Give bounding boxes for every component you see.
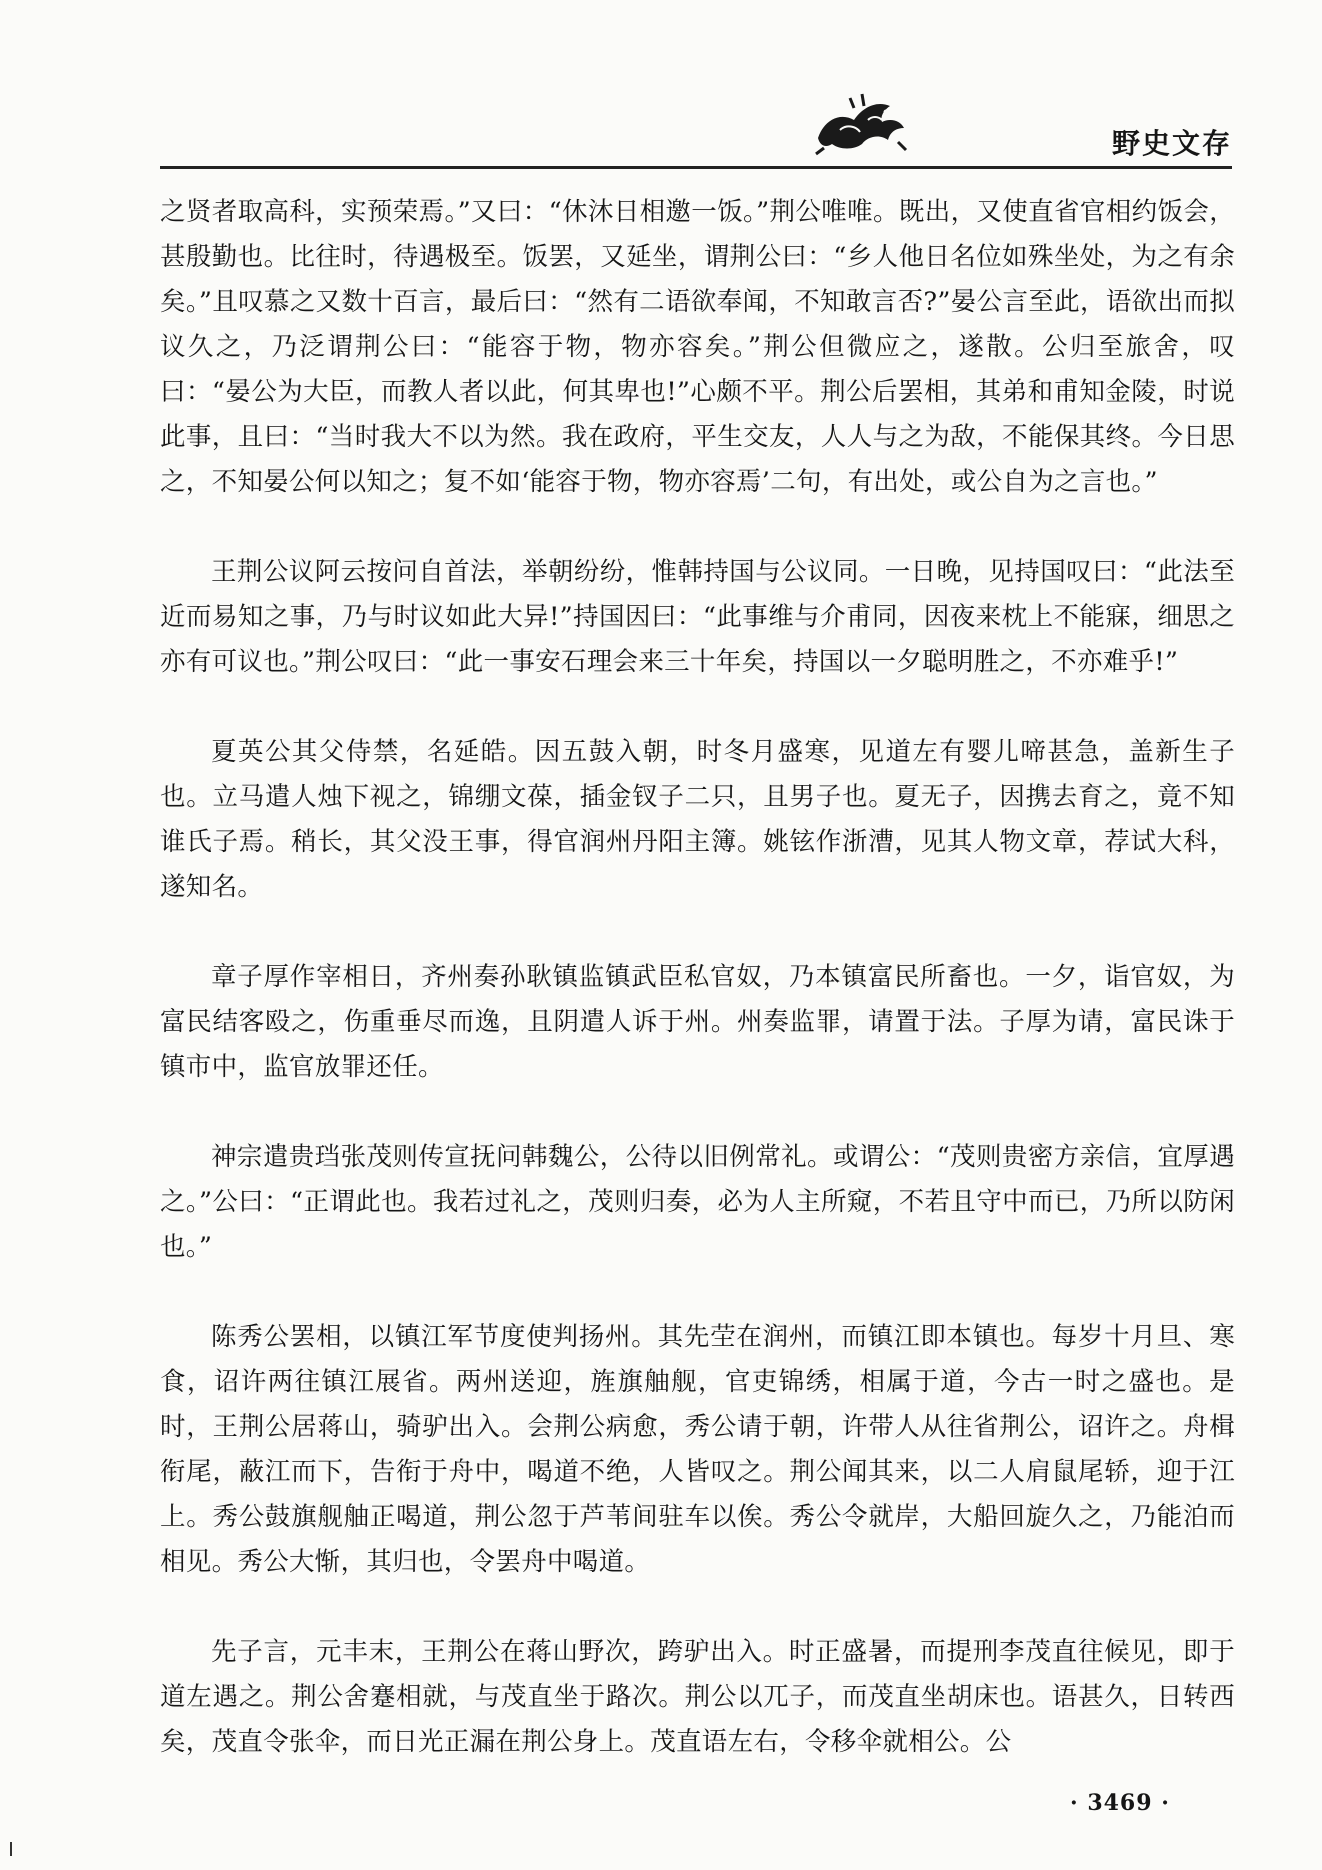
paragraph: 夏英公其父侍禁，名延皓。因五鼓入朝，时冬月盛寒，见道左有婴儿啼甚急，盖新生子也。立马遣人烛下视之，锦绷文葆，插金钗子二只，且男子也。夏无子，因携去育之，竟不知谁氏子焉。稍长，其父没王事，得官润州丹阳主簿。姚铉作浙漕，见其人物文章，荐试大科，遂知名。 <box>160 737 1235 902</box>
header-rule <box>160 166 1232 169</box>
paragraph: 之贤者取高科，实预荣焉。”又曰：“休沐日相邀一饭。”荆公唯唯。既出，又使直省官相约饭会，甚殷勤也。比往时，待遇极至。饭罢，又延坐，谓荆公曰：“乡人他日名位如殊坐处，为之有余矣。”且叹慕之又数十百言，最后曰：“然有二语欲奉闻，不知敢言否?”晏公言至此，语欲出而拟议久之，乃泛谓荆公曰：“能容于物，物亦容矣。”荆公但微应之，遂散。公归至旅舍，叹曰：“晏公为大臣，而教人者以此，何其卑也!”心颇不平。荆公后罢相，其弟和甫知金陵，时说此事，且曰：“当时我大不以为然。我在政府，平生交友，人人与之为敌，不能保其终。今日思之，不知晏公何以知之；复不如‘能容于物，物亦容焉’二句，有出处，或公自为之言也。” <box>160 197 1235 497</box>
body-text <box>160 190 1235 1765</box>
paragraph: 陈秀公罢相，以镇江军节度使判扬州。其先茔在润州，而镇江即本镇也。每岁十月旦、寒食，诏许两往镇江展省。两州送迎，旌旗舳舰，官吏锦绣，相属于道，今古一时之盛也。是时，王荆公居蒋山，骑驴出入。会荆公病愈，秀公请于朝，许带人从往省荆公，诏许之。舟楫衔尾，蔽江而下，告衔于舟中，喝道不绝，人皆叹之。荆公闻其来，以二人肩鼠尾轿，迎于江上。秀公鼓旗舰舳正喝道，荆公忽于芦苇间驻车以俟。秀公令就岸，大船回旋久之，乃能泊而相见。秀公大惭，其归也，令罢舟中喝道。 <box>160 1322 1235 1577</box>
paragraph: 先子言，元丰末，王荆公在蒋山野次，跨驴出入。时正盛暑，而提刑李茂直往候见，即于道左遇之。荆公舍蹇相就，与茂直坐于路次。荆公以兀子，而茂直坐胡床也。语甚久，日转西矣，茂直令张伞，而日光正漏在荆公身上。茂直语左右，令移伞就相公。公 <box>160 1637 1235 1757</box>
paragraph: 王荆公议阿云按问自首法，举朝纷纷，惟韩持国与公议同。一日晚，见持国叹曰：“此法至近而易知之事，乃与时议如此大异!”持国因曰：“此事维与介甫同，因夜来枕上不能寐，细思之亦有可议也。”荆公叹曰：“此一事安石理会来三十年矣，持国以一夕聪明胜之，不亦难乎!” <box>160 557 1235 677</box>
series-title: 野史文存 <box>1111 127 1232 160</box>
scan-mark <box>10 1842 12 1856</box>
paragraph: 章子厚作宰相日，齐州奏孙耿镇监镇武臣私官奴，乃本镇富民所畜也。一夕，诣官奴，为富民结客殴之，伤重垂尽而逸，且阴遣人诉于州。州奏监罪，请置于法。子厚为请，富民诛于镇市中，监官放罪还任。 <box>160 962 1235 1082</box>
page-number: · 3469 · <box>1070 1790 1170 1816</box>
dragon-emblem-icon <box>810 90 910 156</box>
running-header <box>160 88 1232 168</box>
paragraph: 神宗遣贵珰张茂则传宣抚问韩魏公，公待以旧例常礼。或谓公：“茂则贵密方亲信，宜厚遇之。”公曰：“正谓此也。我若过礼之，茂则归奏，必为人主所窥，不若且守中而已，乃所以防闲也。” <box>160 1142 1235 1262</box>
